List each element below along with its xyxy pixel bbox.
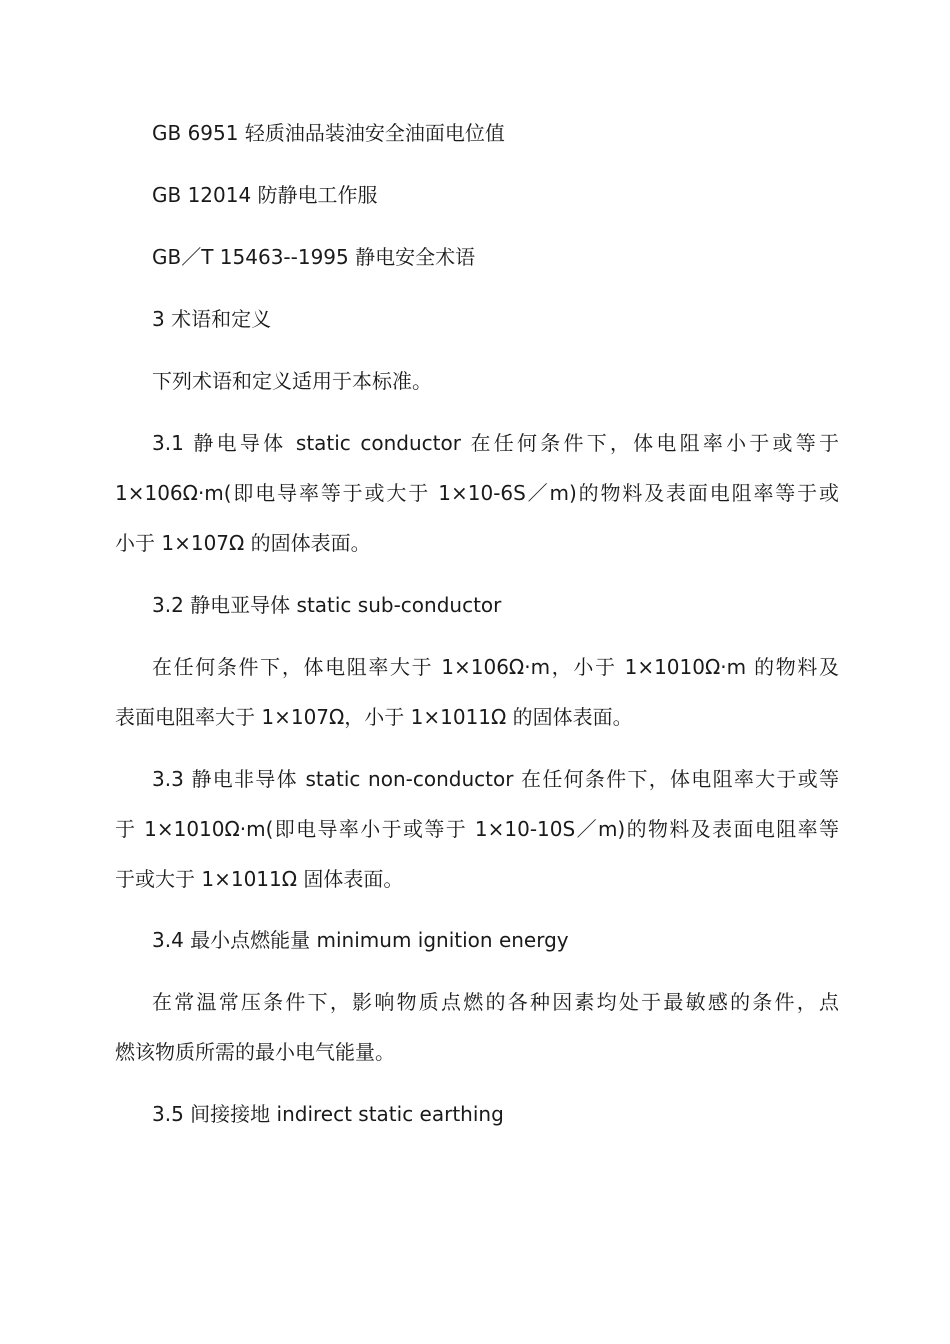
text-line: 于或大于 1×1011Ω 固体表面。 [115, 867, 404, 891]
text-line: GB 6951 轻质油品装油安全油面电位值 [152, 121, 505, 145]
section-heading: 3.5 间接接地 indirect static earthing [152, 1102, 504, 1126]
text-line: GB 12014 防静电工作服 [152, 183, 378, 207]
section-heading: 3 术语和定义 [152, 307, 272, 331]
text-line: 在任何条件下，体电阻率大于 1×106Ω·m，小于 1×1010Ω·m 的物料及 [152, 655, 839, 679]
text-line: 燃该物质所需的最小电气能量。 [115, 1040, 395, 1064]
text-line: 下列术语和定义适用于本标准。 [152, 369, 432, 393]
text-line: 3.1 静电导体 static conductor 在任何条件下，体电阻率小于或等于 [152, 431, 839, 455]
text-line: 在常温常压条件下，影响物质点燃的各种因素均处于最敏感的条件，点 [152, 990, 839, 1014]
text-line: 1×106Ω·m(即电导率等于或大于 1×10-6S／m)的物料及表面电阻率等于或 [115, 481, 839, 505]
text-line: 小于 1×107Ω 的固体表面。 [115, 531, 371, 555]
text-line: 于 1×1010Ω·m(即电导率小于或等于 1×10-10S／m)的物料及表面电阻率等 [115, 817, 839, 841]
section-heading: 3.2 静电亚导体 static sub-conductor [152, 593, 502, 617]
text-line: GB／T 15463--1995 静电安全术语 [152, 245, 476, 269]
section-heading: 3.4 最小点燃能量 minimum ignition energy [152, 928, 569, 952]
text-line: 表面电阻率大于 1×107Ω，小于 1×1011Ω 的固体表面。 [115, 705, 633, 729]
text-line: 3.3 静电非导体 static non-conductor 在任何条件下，体电阻率大于或等 [152, 767, 839, 791]
